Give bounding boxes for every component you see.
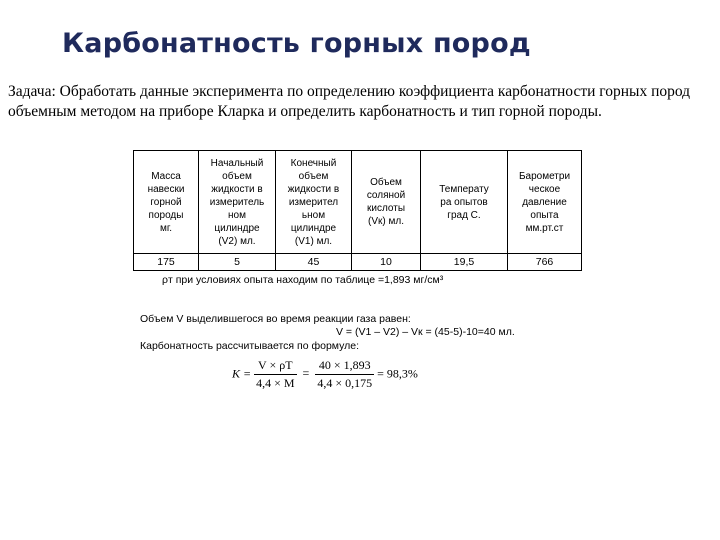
header-initial-volume: Начальный объем жидкости в измеритель ном цилиндре (V2) мл.: [199, 151, 276, 254]
density-note: ρт при условиях опыта находим по таблице =1,893 мг/см³: [162, 274, 444, 286]
formula-numeric-numerator: 40 × 1,893: [315, 358, 374, 375]
value-temperature: 19,5: [421, 254, 508, 271]
value-pressure: 766: [508, 254, 582, 271]
value-final-volume: 45: [276, 254, 352, 271]
formula-numeric-denominator: 4,4 × 0,175: [317, 376, 373, 390]
formula-denominator: 4,4 × M: [256, 376, 295, 390]
header-sample-mass: Масса навески горной породы мг.: [134, 151, 199, 254]
value-sample-mass: 175: [134, 254, 199, 271]
header-acid-volume: Объем соляной кислоты (Vк) мл.: [352, 151, 421, 254]
page-title: Карбонатность горных пород: [62, 28, 531, 59]
header-final-volume: Конечный объем жидкости в измерител ьном цилиндре (V1) мл.: [276, 151, 352, 254]
experiment-table: [133, 150, 582, 271]
formula-fraction-symbolic: [254, 358, 296, 391]
value-acid-volume: 10: [352, 254, 421, 271]
task-text: Задача: Обработать данные эксперимента по определению коэффициента карбонатности горных пород объемным методом на приборе Кларка и определить карбонатность и тип горной породы.: [8, 83, 691, 120]
formula-lhs: K =: [232, 366, 252, 381]
header-pressure: Барометри ческое давление опыта мм.рт.ст: [508, 151, 582, 254]
value-initial-volume: 5: [199, 254, 276, 271]
gas-volume-equation: V = (V1 – V2) – Vк = (45-5)-10=40 мл.: [336, 326, 515, 338]
table-row: [134, 254, 582, 271]
carbonate-formula: K = $\frac{V \times \rho T}{4,4 \times M}$ = $\frac{40 \times 1,893}{4,4 \times 0,175}$ = 98,3%: [232, 358, 418, 390]
table-header-row: [134, 151, 582, 254]
formula-result: = 98,3%: [377, 366, 418, 381]
formula-numerator: V × ρT: [254, 358, 296, 375]
gas-volume-text: Объем V выделившегося во время реакции газа равен:: [140, 313, 411, 325]
formula-intro-text: Карбонатность рассчитывается по формуле:: [140, 340, 360, 352]
formula-fraction-numeric: [315, 358, 374, 391]
header-temperature: Температу ра опытов град С.: [421, 151, 508, 254]
